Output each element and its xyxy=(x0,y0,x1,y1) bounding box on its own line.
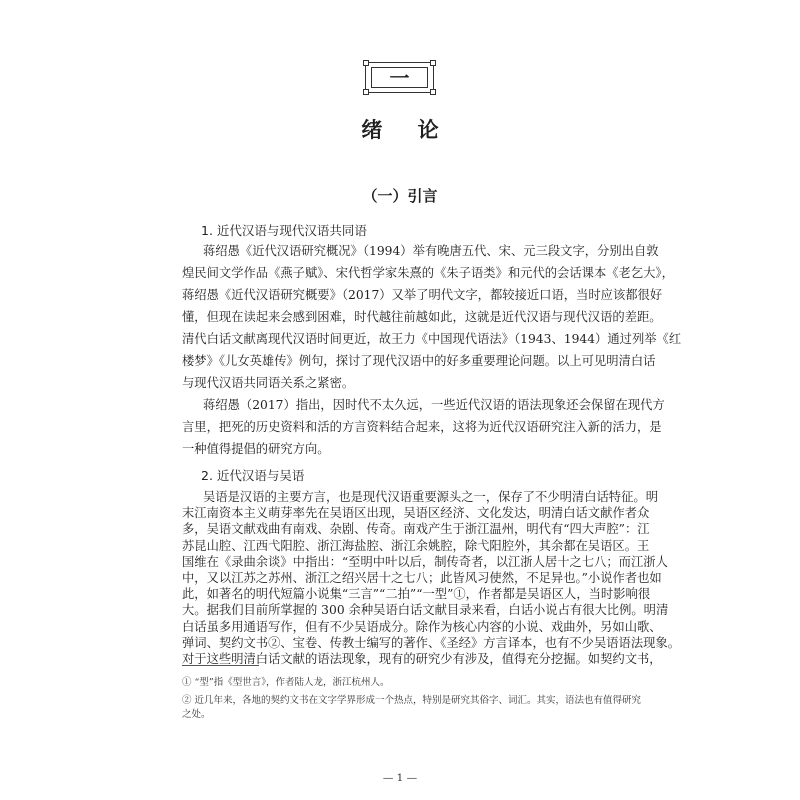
page-number: — 1 — xyxy=(382,772,418,784)
paragraph-line: 大。据我们目前所掌握的 300 余种吴语白话文献目录来看，白话小说占有很大比例。明清 xyxy=(182,603,669,618)
paragraph-line: 末江南资本主义萌芽率先在吴语区出现，吴语区经济、文化发达，明清白话文献作者众 xyxy=(182,506,650,521)
paragraph-line: 弹词、契约文书②、宝卷、传教士编写的著作、《圣经》方言译本，也有不少吴语语法现象。 xyxy=(182,635,681,650)
paragraph-line: 此，如著名的明代短篇小说集“三言”“二拍”“一型”①，作者都是吴语区人，当时影响很 xyxy=(182,587,651,602)
footnote-2: ② 近几年来，各地的契约文书在文字学界形成一个热点，特别是研究其俗字、词汇。其实，语法也有值得研究 xyxy=(182,695,642,706)
chapter-number: 一 xyxy=(389,65,410,90)
section-title: （一）引言 xyxy=(362,187,438,205)
paragraph-line: 清代白话文献离现代汉语时间更近，故王力《中国现代语法》（1943、1944）通过列举《红 xyxy=(182,332,682,346)
paragraph-line: 煌民间文学作品《燕子赋》、宋代哲学家朱熹的《朱子语类》和元代的会话课本《老乞大》， xyxy=(182,266,674,280)
paragraph-line: 国维在《录曲余谈》中指出：“至明中叶以后，制传奇者，以江浙人居十之七八；而江浙人 xyxy=(182,554,668,569)
subsection-heading-2: 2. 近代汉语与吴语 xyxy=(201,468,305,483)
paragraph-line: 蒋绍愚《近代汉语研究概要》（2017）又举了明代文字，都较接近口语，当时应该都很好 xyxy=(182,288,663,302)
paragraph-line: 对于这些明清白话文献的语法现象，现有的研究少有涉及，值得充分挖掘。如契约文书， xyxy=(182,652,662,666)
paragraph-line: 吴语是汉语的主要方言，也是现代汉语重要源头之一，保存了不少明清白话特征。明 xyxy=(203,490,658,504)
chapter-title: 绪 论 xyxy=(361,117,453,142)
footnote-2-continued: 之处。 xyxy=(182,709,211,720)
paragraph-line: 与现代汉语共同语关系之紧密。 xyxy=(182,376,355,390)
paragraph-line: 白话虽多用通语写作，但有不少吴语成分。除作为核心内容的小说、戏曲外，另如山歌、 xyxy=(182,619,662,634)
paragraph-line: 楼梦》《儿女英雄传》例句，探讨了现代汉语中的好多重要理论问题。以上可见明清白话 xyxy=(182,354,656,368)
chapter-number-frame xyxy=(365,62,434,93)
paragraph-line: 苏昆山腔、江西弋阳腔、浙江海盐腔、浙江余姚腔，除弋阳腔外，其余都在吴语区。王 xyxy=(182,538,650,553)
paragraph-line: 多，吴语文献戏曲有南戏、杂剧、传奇。南戏产生于浙江温州，明代有“四大声腔”：江 xyxy=(182,522,650,537)
subsection-heading-1: 1. 近代汉语与现代汉语共同语 xyxy=(201,223,367,238)
paragraph-line: 蒋绍愚（2017）指出，因时代不太久远，一些近代汉语的语法现象还会保留在现代方 xyxy=(203,398,665,412)
footnote-1: ① “型”指《型世言》，作者陆人龙，浙江杭州人。 xyxy=(182,677,390,688)
paragraph-line: 懂，但现在读起来会感到困难，时代越往前越如此，这就是近代汉语与现代汉语的差距。 xyxy=(182,310,662,324)
paragraph-line: 言里，把死的历史资料和活的方言资料结合起来，这将为近代汉语研究注入新的活力，是 xyxy=(182,420,662,434)
paragraph-line: 中，又以江苏之苏州、浙江之绍兴居十之七八；此皆风习使然，不足异也。”小说作者也如 xyxy=(182,571,662,585)
paragraph-line: 蒋绍愚《近代汉语研究概况》（1994）举有晚唐五代、宋、元三段文字，分别出自敦 xyxy=(203,244,659,258)
paragraph-line: 一种值得提倡的研究方向。 xyxy=(182,442,330,456)
